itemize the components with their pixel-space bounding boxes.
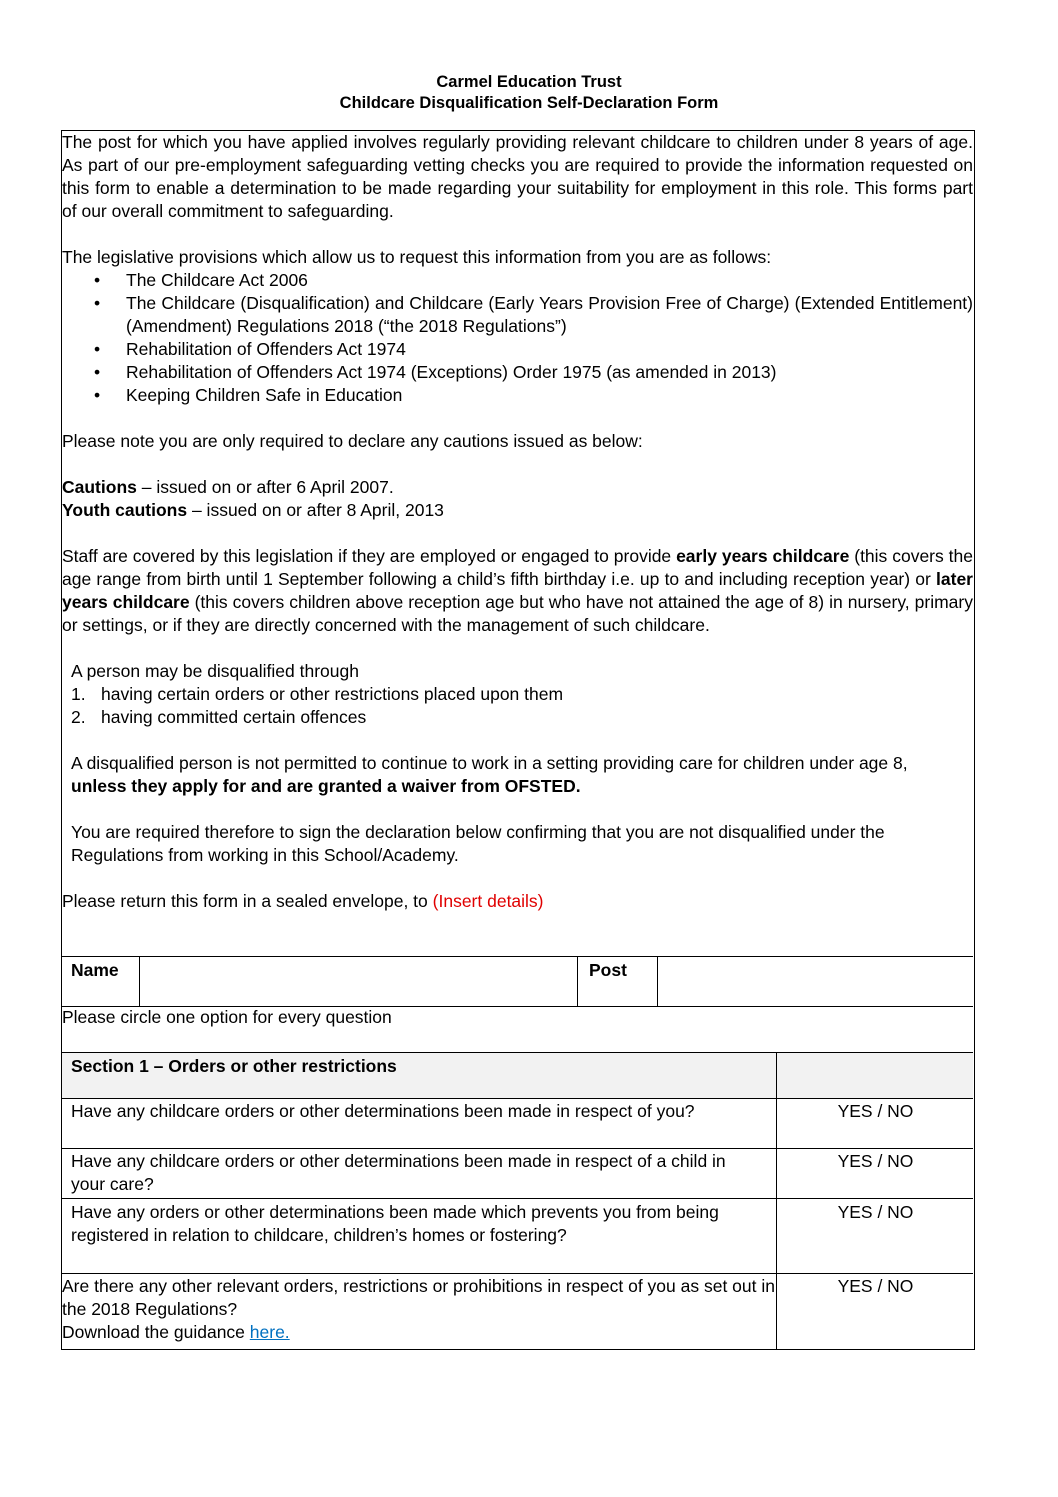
youth-cautions-line (62, 499, 973, 522)
legislation-item: • The Childcare Act 2006 (62, 269, 973, 292)
legislation-item: • Keeping Children Safe in Education (62, 384, 973, 407)
divider (657, 956, 658, 1006)
form-header (0, 72, 1058, 114)
section-1-title: Section 1 – Orders or other restrictions (71, 1056, 397, 1076)
youth-cautions-label: Youth cautions (62, 500, 188, 520)
post-field[interactable] (660, 958, 970, 1004)
divider (62, 956, 973, 957)
question-4: Are there any other relevant orders, restrictions or prohibitions in respect of you as set out in the 2018 Regulations? Download the guidance here. (62, 1276, 775, 1342)
sign-paragraph: You are required therefore to sign the declaration below confirming that you are not disqualified under the Regulations from working in this School/Academy. (71, 822, 885, 865)
staff-coverage-paragraph: Staff are covered by this legislation if they are employed or engaged to provide early years childcare (this covers the age range from birth until 1 September following a child’s fifth birthday i.e. up to and including reception year) or later years childcare (this covers children above reception age but who have not attained the age of 8) in nursery, primary or settings, or if they are directly concerned with the management of such childcare. (62, 546, 973, 635)
legislation-list (62, 269, 973, 407)
cautions-line (62, 476, 973, 499)
name-field[interactable] (142, 958, 576, 1004)
disqualification-item: 2. having committed certain offences (71, 707, 367, 727)
question-1: Have any childcare orders or other determinations been made in respect of you? (71, 1101, 695, 1121)
divider (62, 1148, 973, 1149)
cautions-text: – issued on or after 6 April 2007. (136, 477, 394, 497)
intro-section (62, 131, 973, 913)
youth-cautions-text: – issued on or after 8 April, 2013 (187, 500, 444, 520)
disqualification-list (62, 683, 973, 729)
intro-paragraph: The post for which you have applied involves regularly providing relevant childcare to children under 8 years of age. As part of our pre-employment safeguarding vetting checks you are required to provide the information requested on this form to enable a determination to be made regarding your suitability for employment in this role. This forms part of our overall commitment to safeguarding. (62, 132, 973, 221)
circle-instruction: Please circle one option for every question (62, 1007, 392, 1027)
question-1-answer[interactable]: YES / NO (837, 1101, 914, 1121)
legislation-intro: The legislative provisions which allow us to request this information from you are as follows: (62, 247, 772, 267)
disqualification-item: 1. having certain orders or other restrictions placed upon them (71, 684, 564, 704)
divider (62, 1198, 973, 1199)
post-label: Post (589, 960, 627, 980)
divider (62, 1273, 973, 1274)
legislation-item: • Rehabilitation of Offenders Act 1974 (62, 338, 973, 361)
return-paragraph: Please return this form in a sealed envelope, to (Insert details) (62, 891, 544, 911)
question-2-answer[interactable]: YES / NO (837, 1151, 914, 1171)
cautions-label: Cautions (62, 477, 137, 497)
guidance-line: Download the guidance here. (62, 1322, 290, 1342)
question-3: Have any orders or other determinations been made which prevents you from being registered in relation to childcare, children’s homes or fostering? (71, 1202, 719, 1245)
legislation-item: • The Childcare (Disqualification) and Childcare (Early Years Provision Free of Charge) (Extended Entitlement) (Amendment) Regulations 2018 (“the 2018 Regulations”) (62, 292, 973, 338)
org-name: Carmel Education Trust (436, 73, 622, 91)
divider (62, 1098, 973, 1099)
question-3-answer[interactable]: YES / NO (837, 1202, 914, 1222)
not-permitted-paragraph: A disqualified person is not permitted to continue to work in a setting providing care for children under age 8, unless they apply for and are granted a waiver from OFSTED. (71, 753, 908, 796)
form-box (61, 130, 975, 1350)
divider (139, 956, 140, 1006)
question-2: Have any childcare orders or other determinations been made in respect of a child in your care? (71, 1151, 726, 1194)
cautions-note: Please note you are only required to declare any cautions issued as below: (62, 431, 643, 451)
insert-details-placeholder: (Insert details) (432, 891, 544, 911)
divider (776, 1052, 777, 1350)
legislation-item: • Rehabilitation of Offenders Act 1974 (Exceptions) Order 1975 (as amended in 2013) (62, 361, 973, 384)
name-label: Name (71, 960, 119, 980)
disqualified-intro: A person may be disqualified through (71, 661, 359, 681)
form-title: Childcare Disqualification Self-Declaration Form (339, 94, 719, 112)
question-4-answer[interactable]: YES / NO (837, 1276, 914, 1296)
divider (577, 956, 578, 1006)
guidance-link[interactable]: here. (249, 1322, 290, 1342)
